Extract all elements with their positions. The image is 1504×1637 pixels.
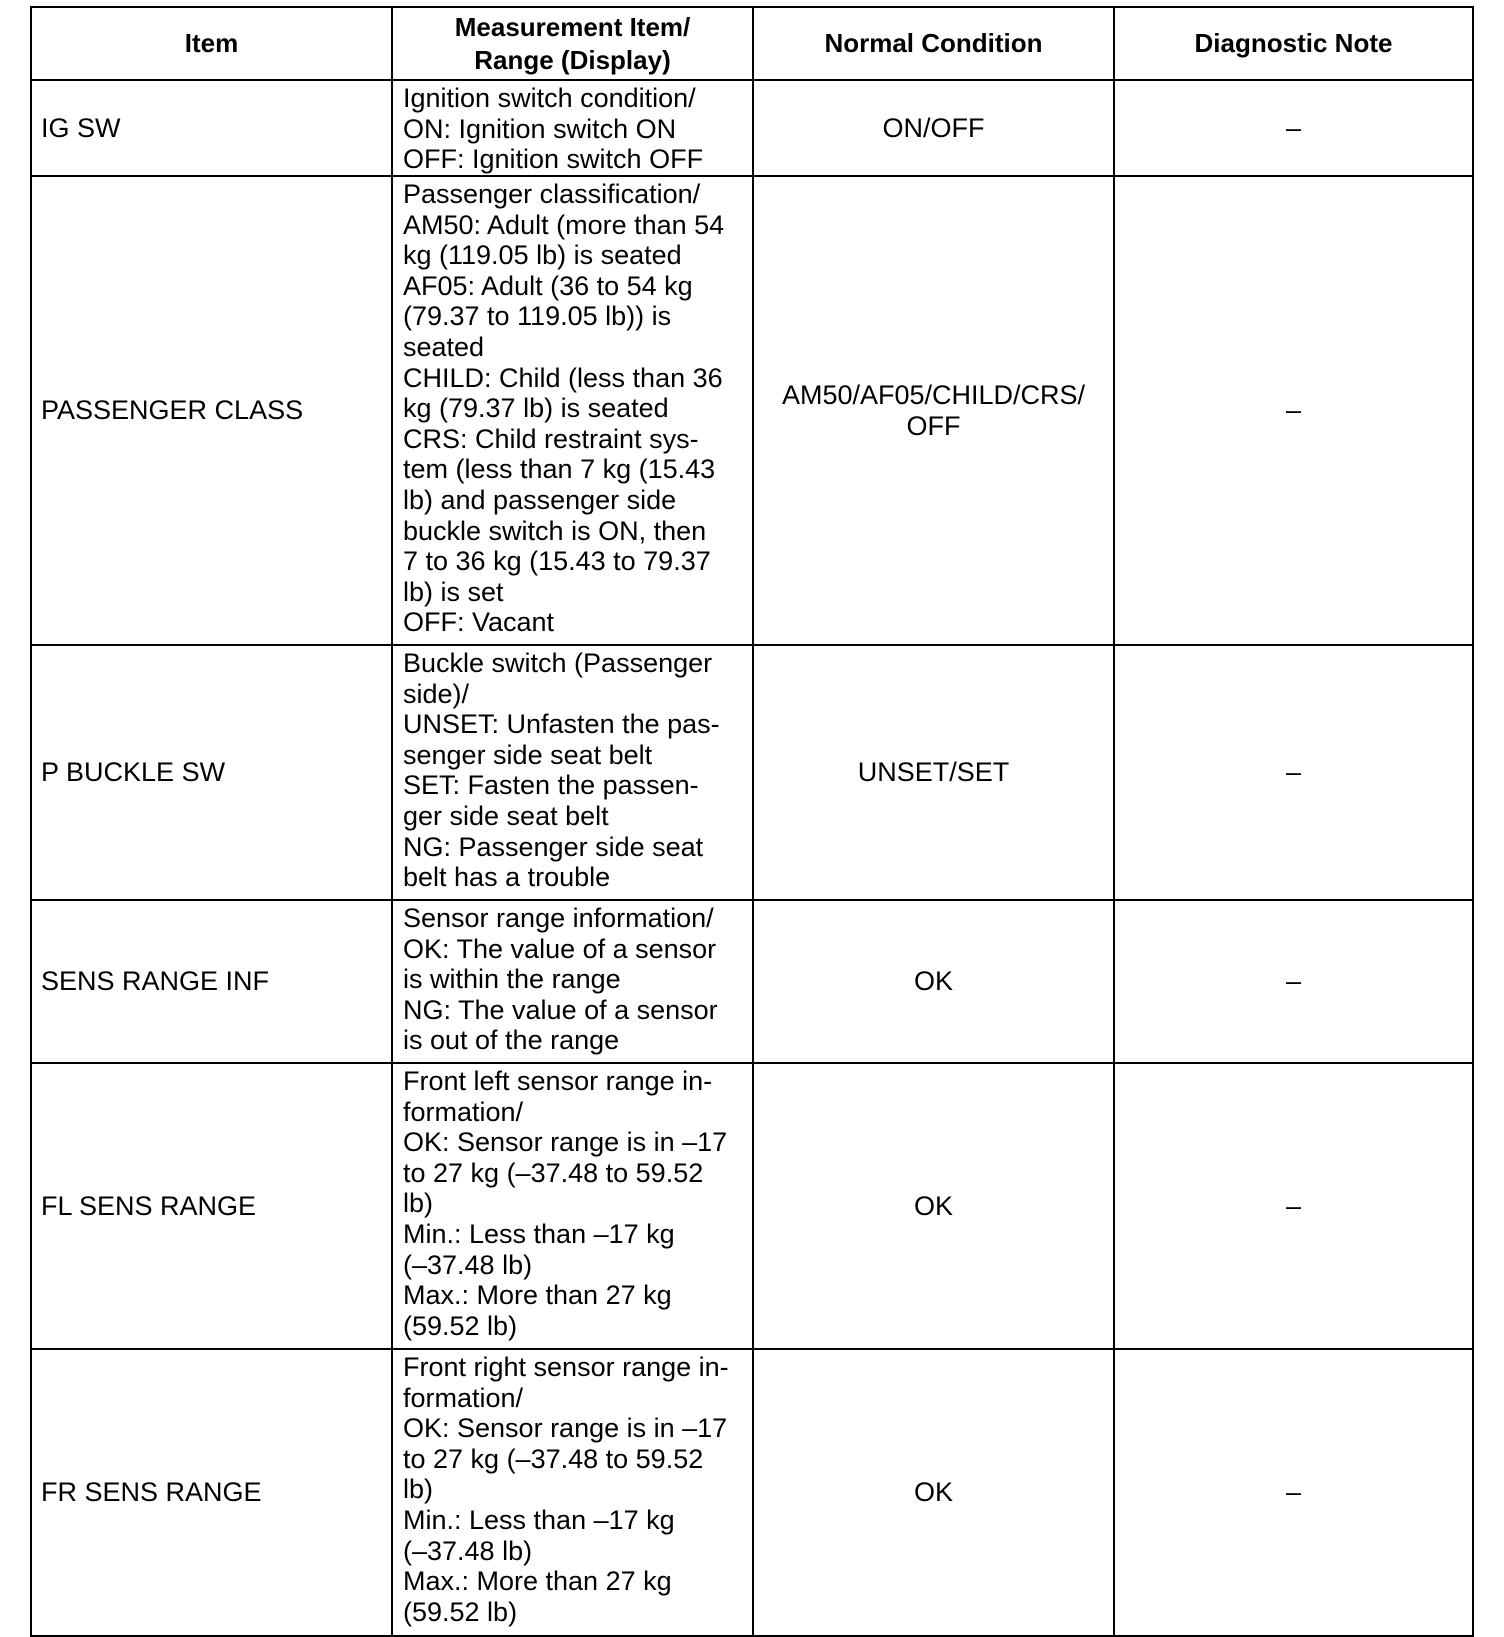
measurement-line: OK: Sensor range is in –17 xyxy=(403,1127,728,1158)
measurement-line: ON: Ignition switch ON xyxy=(403,113,677,144)
table-row xyxy=(31,645,1473,900)
measurement-line: formation/ xyxy=(403,1096,524,1127)
measurement-line: (–37.48 lb) xyxy=(403,1249,533,1280)
header-measurement-line2: Range (Display) xyxy=(474,44,671,75)
measurement-line: lb) is set xyxy=(403,576,504,607)
measurement-line: seated xyxy=(403,331,485,362)
measurement-line: kg (119.05 lb) is seated xyxy=(403,240,682,271)
diagnostic-note-cell: – xyxy=(1114,645,1473,900)
measurement-line: buckle switch is ON, then xyxy=(403,515,707,546)
item-cell: PASSENGER CLASS xyxy=(31,176,392,645)
item-cell: FL SENS RANGE xyxy=(31,1063,392,1349)
measurement-line: Max.: More than 27 kg xyxy=(403,1566,672,1597)
measurement-line: lb) xyxy=(403,1188,434,1219)
measurement-line: Buckle switch (Passenger xyxy=(403,648,713,678)
data-monitor-table xyxy=(30,6,1474,1637)
measurement-line: senger side seat belt xyxy=(403,739,653,770)
measurement-line: (79.37 to 119.05 lb)) is xyxy=(403,301,672,332)
header-measurement xyxy=(392,7,753,80)
measurement-line: Sensor range information/ xyxy=(403,903,714,933)
measurement-cell xyxy=(392,900,753,1063)
measurement-line: lb) xyxy=(403,1474,434,1505)
measurement-line: OFF: Ignition switch OFF xyxy=(403,144,704,175)
measurement-line: (–37.48 lb) xyxy=(403,1535,533,1566)
measurement-line: side)/ xyxy=(403,678,470,709)
measurement-cell xyxy=(392,176,753,645)
measurement-cell xyxy=(392,1349,753,1636)
diagnostic-note-cell: – xyxy=(1114,176,1473,645)
measurement-line: Front left sensor range in- xyxy=(403,1066,713,1096)
measurement-line: belt has a trouble xyxy=(403,862,611,893)
measurement-line: OFF: Vacant xyxy=(403,607,555,638)
normal-condition-line: AM50/AF05/CHILD/CRS/ xyxy=(781,379,1086,410)
normal-condition-line: ON/OFF xyxy=(882,112,985,143)
table-row xyxy=(31,176,1473,645)
item-cell: FR SENS RANGE xyxy=(31,1349,392,1636)
table-row xyxy=(31,1063,1473,1349)
diagnostic-note-cell: – xyxy=(1114,1063,1473,1349)
normal-condition-line: OK xyxy=(913,1477,953,1508)
table-row xyxy=(31,1349,1473,1636)
diagnostic-note-cell: – xyxy=(1114,1349,1473,1636)
data-monitor-table-container xyxy=(30,6,1474,1637)
measurement-line: Min.: Less than –17 kg xyxy=(403,1504,675,1535)
measurement-line: NG: The value of a sensor xyxy=(403,994,718,1025)
header-item: Item xyxy=(31,7,392,80)
normal-condition-cell xyxy=(753,1349,1114,1636)
measurement-cell xyxy=(392,645,753,900)
measurement-line: NG: Passenger side seat xyxy=(403,831,704,862)
measurement-line: Front right sensor range in- xyxy=(403,1352,729,1382)
item-cell: SENS RANGE INF xyxy=(31,900,392,1063)
table-header-row xyxy=(31,7,1473,80)
table-row xyxy=(31,900,1473,1063)
header-diagnostic-note: Diagnostic Note xyxy=(1114,7,1473,80)
measurement-line: ger side seat belt xyxy=(403,800,609,831)
normal-condition-cell xyxy=(753,80,1114,176)
measurement-line: UNSET: Unfasten the pas- xyxy=(403,709,720,740)
measurement-line: is within the range xyxy=(403,964,621,995)
measurement-line: tem (less than 7 kg (15.43 xyxy=(403,454,716,485)
measurement-line: OK: The value of a sensor xyxy=(403,933,717,964)
normal-condition-line: OK xyxy=(913,1190,953,1221)
measurement-line: (59.52 lb) xyxy=(403,1310,518,1341)
measurement-cell xyxy=(392,80,753,176)
header-normal-condition: Normal Condition xyxy=(753,7,1114,80)
measurement-line: to 27 kg (–37.48 to 59.52 xyxy=(403,1443,704,1474)
measurement-line: Max.: More than 27 kg xyxy=(403,1280,672,1311)
header-measurement-line1: Measurement Item/ xyxy=(454,11,691,42)
normal-condition-cell xyxy=(753,645,1114,900)
measurement-line: is out of the range xyxy=(403,1025,620,1056)
measurement-line: formation/ xyxy=(403,1382,524,1413)
measurement-line: AM50: Adult (more than 54 xyxy=(403,209,725,240)
normal-condition-line: UNSET/SET xyxy=(857,757,1010,788)
measurement-line: kg (79.37 lb) is seated xyxy=(403,393,669,424)
measurement-line: Ignition switch condition/ xyxy=(403,83,696,113)
measurement-line: Min.: Less than –17 kg xyxy=(403,1218,675,1249)
measurement-cell xyxy=(392,1063,753,1349)
measurement-line: AF05: Adult (36 to 54 kg xyxy=(403,270,693,301)
measurement-line: to 27 kg (–37.48 to 59.52 xyxy=(403,1157,704,1188)
normal-condition-cell xyxy=(753,1063,1114,1349)
normal-condition-cell xyxy=(753,176,1114,645)
item-cell: IG SW xyxy=(31,80,392,176)
item-cell: P BUCKLE SW xyxy=(31,645,392,900)
table-row xyxy=(31,80,1473,176)
diagnostic-note-cell: – xyxy=(1114,80,1473,176)
measurement-line: (59.52 lb) xyxy=(403,1596,518,1627)
measurement-line: SET: Fasten the passen- xyxy=(403,770,699,801)
normal-condition-line: OK xyxy=(913,966,953,997)
normal-condition-cell xyxy=(753,900,1114,1063)
measurement-line: lb) and passenger side xyxy=(403,484,677,515)
diagnostic-note-cell: – xyxy=(1114,900,1473,1063)
measurement-line: CHILD: Child (less than 36 xyxy=(403,362,723,393)
measurement-line: OK: Sensor range is in –17 xyxy=(403,1413,728,1444)
measurement-line: CRS: Child restraint sys- xyxy=(403,423,699,454)
normal-condition-line: OFF xyxy=(906,410,961,441)
measurement-line: 7 to 36 kg (15.43 to 79.37 xyxy=(403,546,711,577)
measurement-line: Passenger classification/ xyxy=(403,179,701,209)
